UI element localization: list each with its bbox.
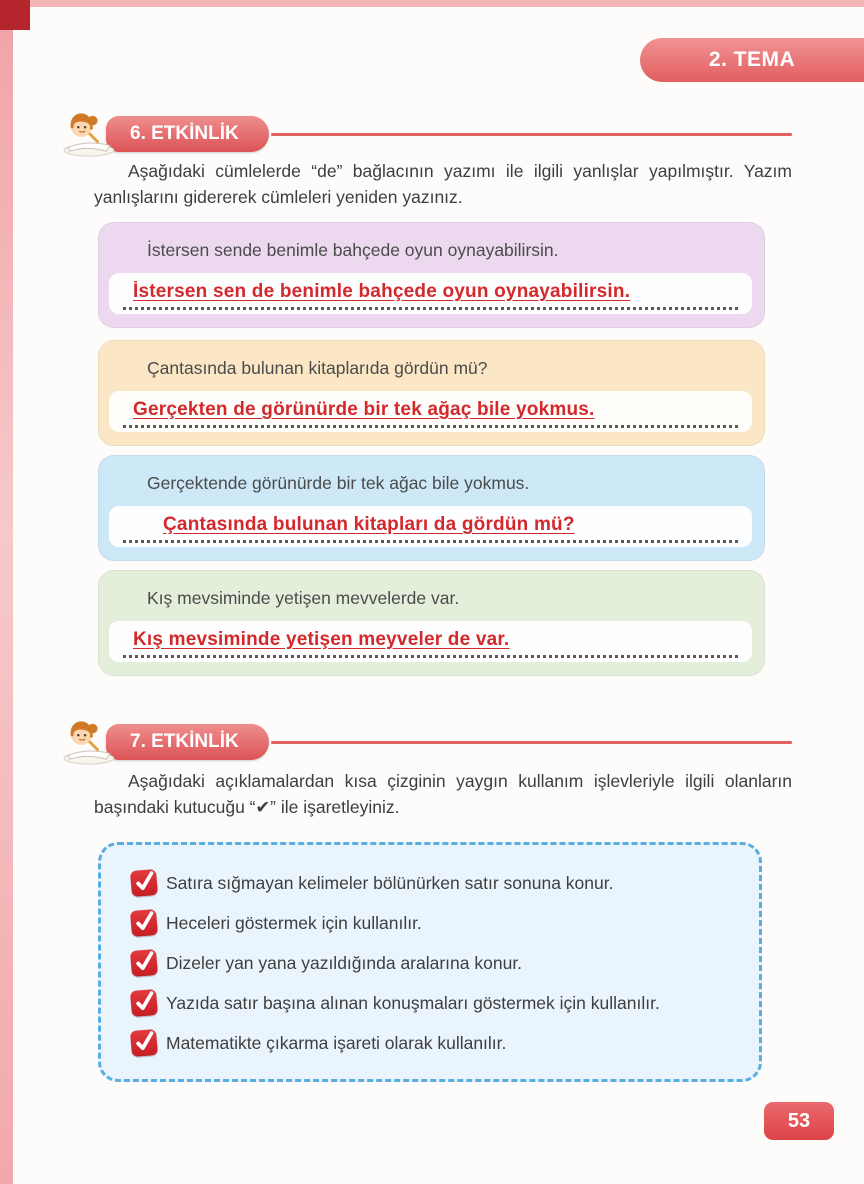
corner-square-decoration <box>0 0 30 30</box>
checklist-label-2: Heceleri göstermek için kullanılır. <box>166 912 422 933</box>
answer-field-3[interactable] <box>109 506 752 547</box>
answer-field-2[interactable] <box>109 391 752 432</box>
activity7-title: 7. ETKİNLİK <box>106 724 269 760</box>
checklist-item-4 <box>131 990 739 1016</box>
exercise-box-3 <box>98 455 765 561</box>
header-rule <box>271 741 792 744</box>
checklist-item-3 <box>131 950 739 976</box>
checklist-item-5 <box>131 1030 739 1056</box>
answer-field-1[interactable] <box>109 273 752 314</box>
answer-text-4: Kış mevsiminde yetişen meyveler de var. <box>123 629 738 658</box>
activity6-header <box>58 108 792 160</box>
mascot-icon <box>58 111 116 157</box>
checkbox-checked-icon[interactable] <box>130 989 158 1017</box>
page-left-border <box>0 0 13 1184</box>
activity6-title: 6. ETKİNLİK <box>106 116 269 152</box>
answer-field-4[interactable] <box>109 621 752 662</box>
activity6-instruction: Aşağıdaki cümlelerde “de” bağlacının yazımı ile ilgili yanlışlar yapılmıştır. Yazım yanlışlarını gidererek cümleleri yeniden yazınız. <box>94 161 792 208</box>
page-top-border <box>0 0 864 7</box>
question-text-4: Kış mevsiminde yetişen mevvelerde var. <box>147 588 460 608</box>
checklist-box <box>98 842 762 1082</box>
tema-banner: 2. TEMA <box>640 38 864 82</box>
question-text-1: İstersen sende benimle bahçede oyun oynayabilirsin. <box>147 240 559 260</box>
checklist-label-4: Yazıda satır başına alınan konuşmaları göstermek için kullanılır. <box>166 992 660 1013</box>
answer-text-3: Çantasında bulunan kitapları da gördün mü? <box>123 514 738 543</box>
mascot-icon <box>58 719 116 765</box>
checkbox-checked-icon[interactable] <box>130 1029 158 1057</box>
checkbox-checked-icon[interactable] <box>130 949 158 977</box>
question-text-3: Gerçektende görünürde bir tek ağac bile yokmus. <box>147 473 530 493</box>
checkbox-checked-icon[interactable] <box>130 909 158 937</box>
exercise-box-2 <box>98 340 765 446</box>
checklist-item-1 <box>131 870 739 896</box>
answer-text-2: Gerçekten de görünürde bir tek ağaç bile yokmus. <box>123 399 738 428</box>
exercise-box-4 <box>98 570 765 676</box>
checklist-label-3: Dizeler yan yana yazıldığında aralarına konur. <box>166 952 523 973</box>
checklist-item-2 <box>131 910 739 936</box>
checklist-label-1: Satıra sığmayan kelimeler bölünürken satır sonuna konur. <box>166 872 614 893</box>
exercise-box-1 <box>98 222 765 328</box>
checklist-label-5: Matematikte çıkarma işareti olarak kullanılır. <box>166 1032 507 1053</box>
checkbox-checked-icon[interactable] <box>130 869 158 897</box>
activity7-instruction: Aşağıdaki açıklamalardan kısa çizginin yaygın kullanım işlevleriyle ilgili olanların başındaki kutucuğu “✔” ile işaretleyiniz. <box>94 771 792 818</box>
page-number-badge: 53 <box>764 1102 834 1140</box>
question-text-2: Çantasında bulunan kitaplarıda gördün mü? <box>147 358 488 378</box>
answer-text-1: İstersen sen de benimle bahçede oyun oynayabilirsin. <box>123 281 738 310</box>
header-rule <box>271 133 792 136</box>
activity7-header <box>58 716 792 768</box>
